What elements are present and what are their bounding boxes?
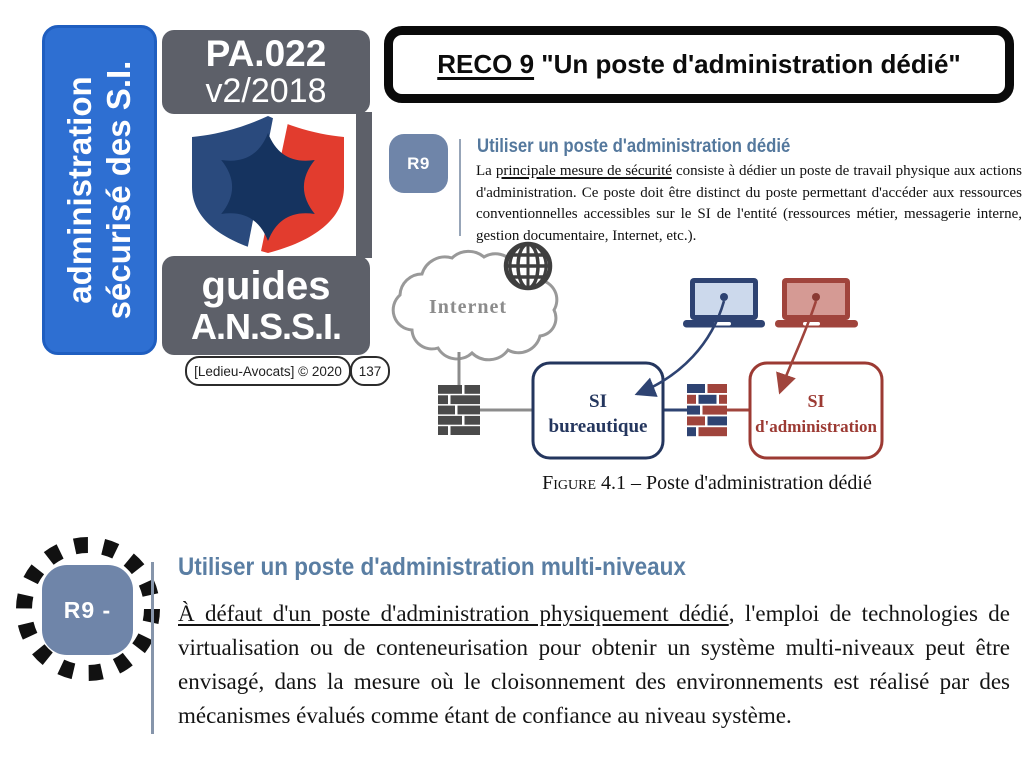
multi-section-divider-line	[151, 562, 154, 734]
r9-badge-label: R9	[407, 153, 430, 173]
banner-line-1: administration	[60, 76, 98, 304]
recommendation-text-underlined: principale mesure de sécurité	[495, 163, 672, 179]
recommendation-text-prefix: La	[476, 163, 496, 179]
copyright-text: [Ledieu-Avocats] © 2020	[194, 363, 342, 379]
reco-header	[384, 26, 1014, 103]
reco-reference: RECO 9	[437, 49, 535, 79]
globe-icon	[506, 244, 550, 288]
multi-text-underlined: À défaut d'un poste d'administration physiquement dédié	[178, 601, 729, 626]
si-bureautique-label-1: SI	[589, 391, 607, 412]
banner-text	[61, 61, 139, 320]
banner-line-2: sécurisé des S.I.	[99, 60, 137, 320]
si-administration-box	[750, 363, 882, 458]
recommendation-text-rest: consiste à dédier un poste de travail physique aux actions d'administration. Ce poste doit être distinct du poste permettant d'accéder aux ressources conventionnelles accessibles sur le SI de l'entité (ressources métier, messagerie interne, gestion documentaire, Internet, etc.).	[476, 163, 1022, 244]
multi-text	[178, 597, 1010, 733]
figure-caption-text: – Poste d'administration dédié	[626, 472, 872, 494]
reco-title: "Un poste d'administration dédié"	[534, 49, 961, 79]
r9-multi-badge	[42, 565, 133, 655]
pa022-version: v2/2018	[205, 71, 327, 110]
page-number: 137	[358, 363, 382, 379]
internet-label: Internet	[429, 296, 507, 318]
firewall-colored-icon	[687, 384, 727, 436]
r9-multi-badge-label: R9 -	[63, 596, 112, 623]
si-bureautique-box	[533, 363, 663, 458]
guides-label: guides	[201, 263, 331, 308]
pa022-badge	[162, 30, 370, 114]
recommendation-text	[476, 161, 1022, 247]
si-administration-label-2: d'administration	[755, 417, 877, 436]
anssi-label: A.N.S.S.I.	[190, 305, 342, 347]
figure-caption	[390, 472, 1024, 495]
left-banner	[42, 25, 157, 355]
recommendation-heading: Utiliser un poste d'administration dédié	[477, 136, 791, 157]
si-bureautique-label-2: bureautique	[548, 416, 648, 437]
page-number-badge	[350, 356, 390, 386]
firewall-gray-icon	[438, 385, 480, 435]
r9-badge	[389, 134, 448, 193]
guides-badge	[162, 256, 370, 355]
multi-heading: Utiliser un poste d'administration multi-niveaux	[178, 553, 686, 581]
copyright-pill	[185, 356, 351, 386]
multi-text-rest: , l'emploi de technologies de virtualisation ou de conteneurisation pour obtenir un système multi-niveaux peut être envisagé, dans la mesure où le cloisonnement des environnements est réalisé par des mécanismes évalués comme étant de confiance au niveau système.	[178, 601, 1010, 728]
figure-caption-number: Figure 4.1	[542, 472, 627, 494]
anssi-shield-logo	[162, 113, 370, 256]
si-administration-label-1: SI	[807, 391, 825, 411]
pa022-ref: PA.022	[205, 32, 327, 74]
section-divider-line	[459, 139, 461, 236]
network-diagram	[390, 240, 1024, 470]
